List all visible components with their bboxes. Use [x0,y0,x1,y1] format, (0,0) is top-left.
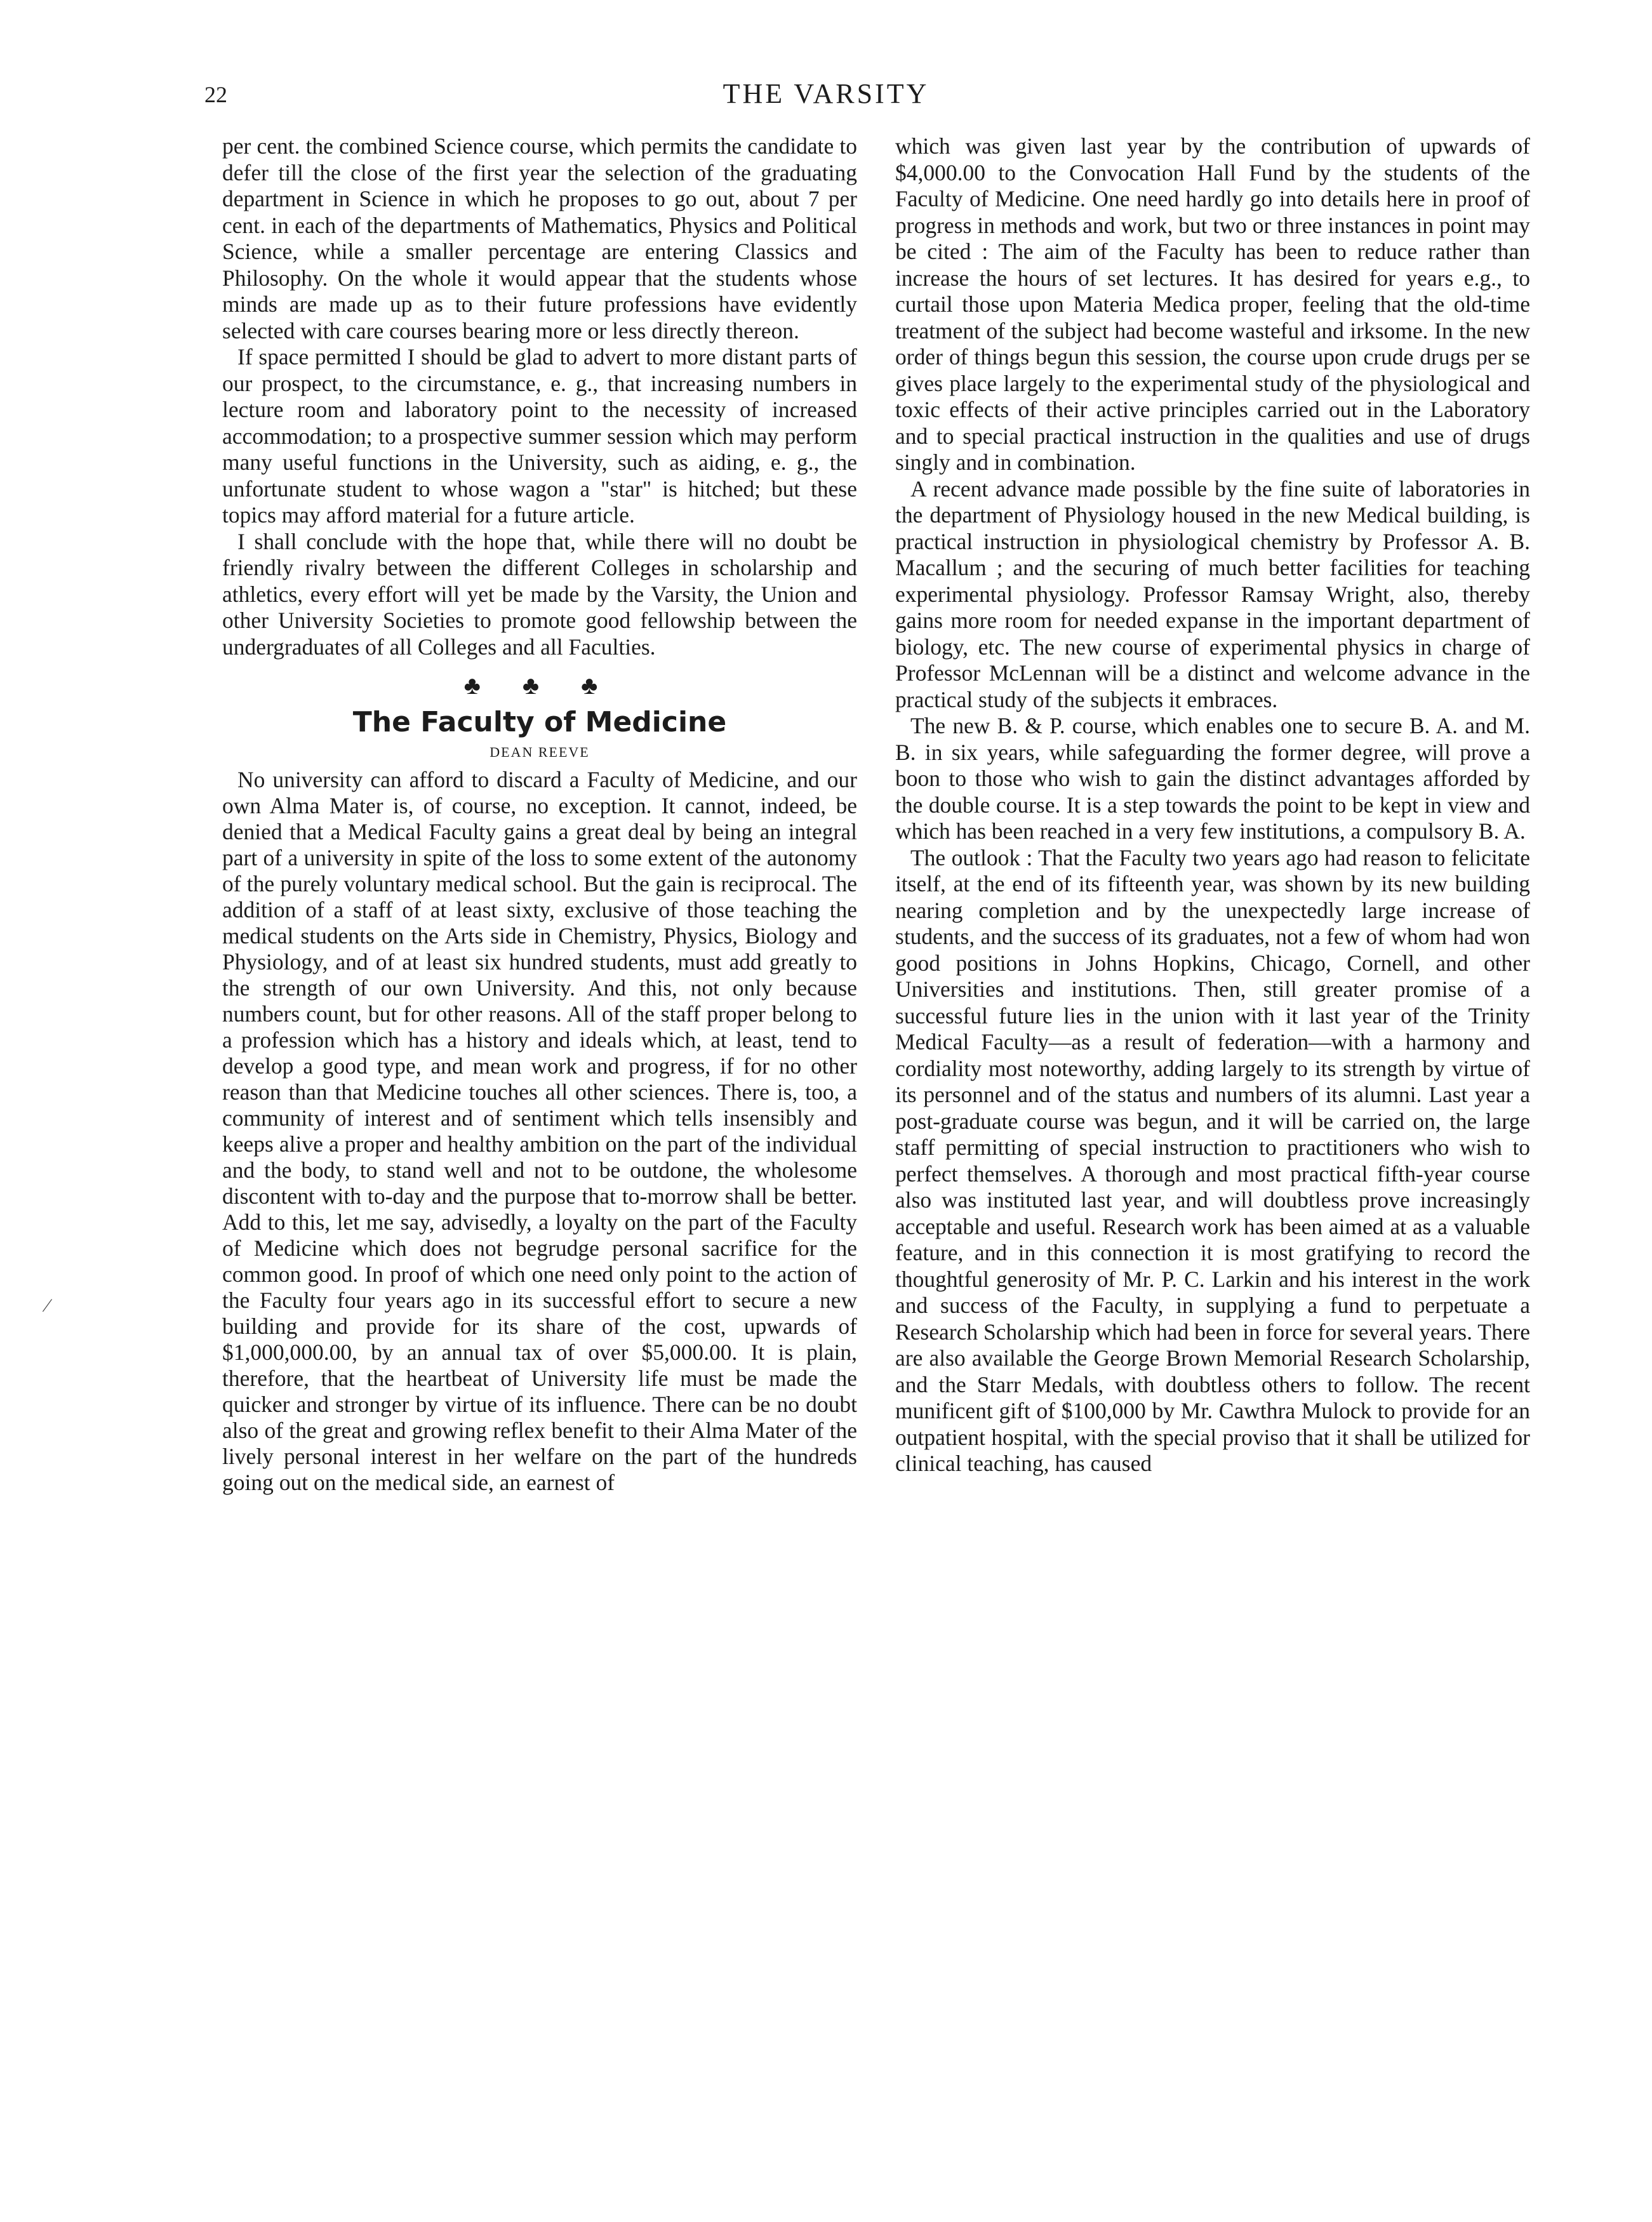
article-byline: DEAN REEVE [490,744,590,760]
article-paragraph: which was given last year by the contribution of upwards of $4,000.00 to the Convocation Hall Fund by the students of the Faculty of Medicine. One need hardly go into details here in proof of progress in methods and work, but two or three instances in point may be cited : The aim of the Faculty has been to reduce rather than increase the hours of set lectures. It has desired for years e.g., to curtail those upon Materia Medica proper, feeling that the old-time treatment of the subject had become wasteful and irksome. In the new order of things begun this session, the course upon crude drugs per se gives place largely to the experimental study of the physiological and toxic effects of their active principles carried out in the Laboratory and to special practical instruction in the qualities and use of drugs singly and in combination. [895,133,1530,475]
section-ornament: ♣ ♣ ♣ [463,671,616,700]
article-paragraph: The outlook : That the Faculty two years ago had reason to felicitate itself, at the end of its fifteenth year, was shown by its new building nearing completion and by the unexpectedly large increase of students, and the success of its graduates, not a few of whom had won good positions in Johns Hopkins, Chicago, Cornell, and other Universities and institutions. Then, still greater promise of a successful future lies in the union with it last year of the Trinity Medical Faculty—as a result of federation—with a harmony and cordiality most noteworthy, adding largely to its strength by virtue of its personnel and of the status and numbers of its alumni. Last year a post-graduate course was begun, and it will be carried on, the large staff permitting of special instruction to practitioners who wish to perfect themselves. A thorough and most practical fifth-year course also was instituted last year, and will doubtless prove increasingly acceptable and useful. Research work has been aimed at as a valuable feature, and in this connection it is most gratifying to record the thoughtful generosity of Mr. P. C. Larkin and his interest in the work and success of the Faculty, in supplying a fund to perpetuate a Research Scholarship which had been in force for several years. There are also available the George Brown Memorial Research Scholarship, and the Starr Medals, with doubtless others to follow. The recent munificent gift of $100,000 by Mr. Cawthra Mulock to provide for an outpatient hospital, with the special proviso that it shall be utilized for clinical teaching, has caused [895,844,1530,1476]
article-paragraph: A recent advance made possible by the fine suite of laboratories in the department of Physiology housed in the new Medical building, is practical instruction in physiological chemistry by Professor A. B. Macallum ; and the securing of much better facilities for teaching experimental physiology. Professor Ramsay Wright, also, thereby gains more room for needed expanse in the important department of biology, etc. The new course of experimental physics in charge of Professor McLennan will be a distinct and welcome advance in the practical study of the subjects it embraces. [895,476,1530,712]
running-title: THE VARSITY [723,78,929,109]
article-body [222,767,857,1496]
article-paragraph: The new B. & P. course, which enables one to secure B. A. and M. B. in six years, while safeguarding the former degree, will prove a boon to those who wish to gain the distinct advantages afforded by the double course. It is a step towards the point to be kept in view and which has been reached in a very few institutions, a compulsory B. A. [895,713,1530,844]
continued-paragraph: per cent. the combined Science course, which permits the candidate to defer till the close of the first year the selection of the graduating department in Science in which he proposes to go out, about 7 per cent. in each of the departments of Mathematics, Physics and Political Science, while a smaller percentage are entering Classics and Philosophy. On the whole it would appear that the students whose minds are made up as to their future professions have evidently selected with care courses bearing more or less directly thereon. [222,133,857,343]
article-paragraph: No university can afford to discard a Faculty of Medicine, and our own Alma Mater is, of course, no exception. It cannot, indeed, be denied that a Medical Faculty gains a great deal by being an integral part of a university in spite of the loss to some extent of the autonomy of the purely voluntary medical school. But the gain is reciprocal. The addition of a staff of at least sixty, exclusive of those teaching the medical students on the Arts side in Chemistry, Physics, Biology and Physiology, and of at least six hundred students, must add greatly to the strength of our own University. And this, not only because numbers count, but for other reasons. All of the staff proper belong to a profession which has a history and ideals which, at least, tend to develop a good type, and mean work and progress, if for no other reason than that Medicine touches all other sciences. There is, too, a community of interest and of sentiment which tells insensibly and keeps alive a proper and healthy ambition on the part of the individual and the body, to stand well and not to be outdone, the wholesome discontent with to-day and the purpose that to-morrow shall be better. Add to this, let me say, advisedly, a loyalty on the part of the Faculty of Medicine which does not begrudge personal sacrifice for the common good. In proof of which one need only point to the action of the Faculty four years ago in its successful effort to secure a new building and provide for its share of the cost, upwards of $1,000,000.00, by an annual tax of over $5,000.00. It is plain, therefore, that the heartbeat of University life must be made the quicker and stronger by virtue of its influence. There can be no doubt also of the great and growing reflex benefit to their Alma Mater of the lively personal interest in her welfare on the part of the hundreds going out on the medical side, an earnest of [222,767,857,1495]
continued-paragraph: I shall conclude with the hope that, while there will no doubt be friendly rivalry between the different Colleges in scholarship and athletics, every effort will yet be made by the Varsity, the Union and other University Societies to promote good fellowship between the undergraduates of all Colleges and all Faculties. [222,528,857,660]
stray-pencil-mark: ⁄ [46,1295,50,1316]
page-number: 22 [204,82,227,107]
left-column [222,133,857,1496]
article-title: The Faculty of Medicine [352,706,727,738]
right-column [895,133,1530,1477]
continued-paragraph: If space permitted I should be glad to advert to more distant parts of our prospect, to the circumstance, e. g., that increasing numbers in lecture room and laboratory point to the necessity of increased accommodation; to a prospective summer session which may perform many useful functions in the University, such as aiding, e. g., the unfortunate student to whose wagon a "star" is hitched; but these topics may afford material for a future article. [222,344,857,528]
